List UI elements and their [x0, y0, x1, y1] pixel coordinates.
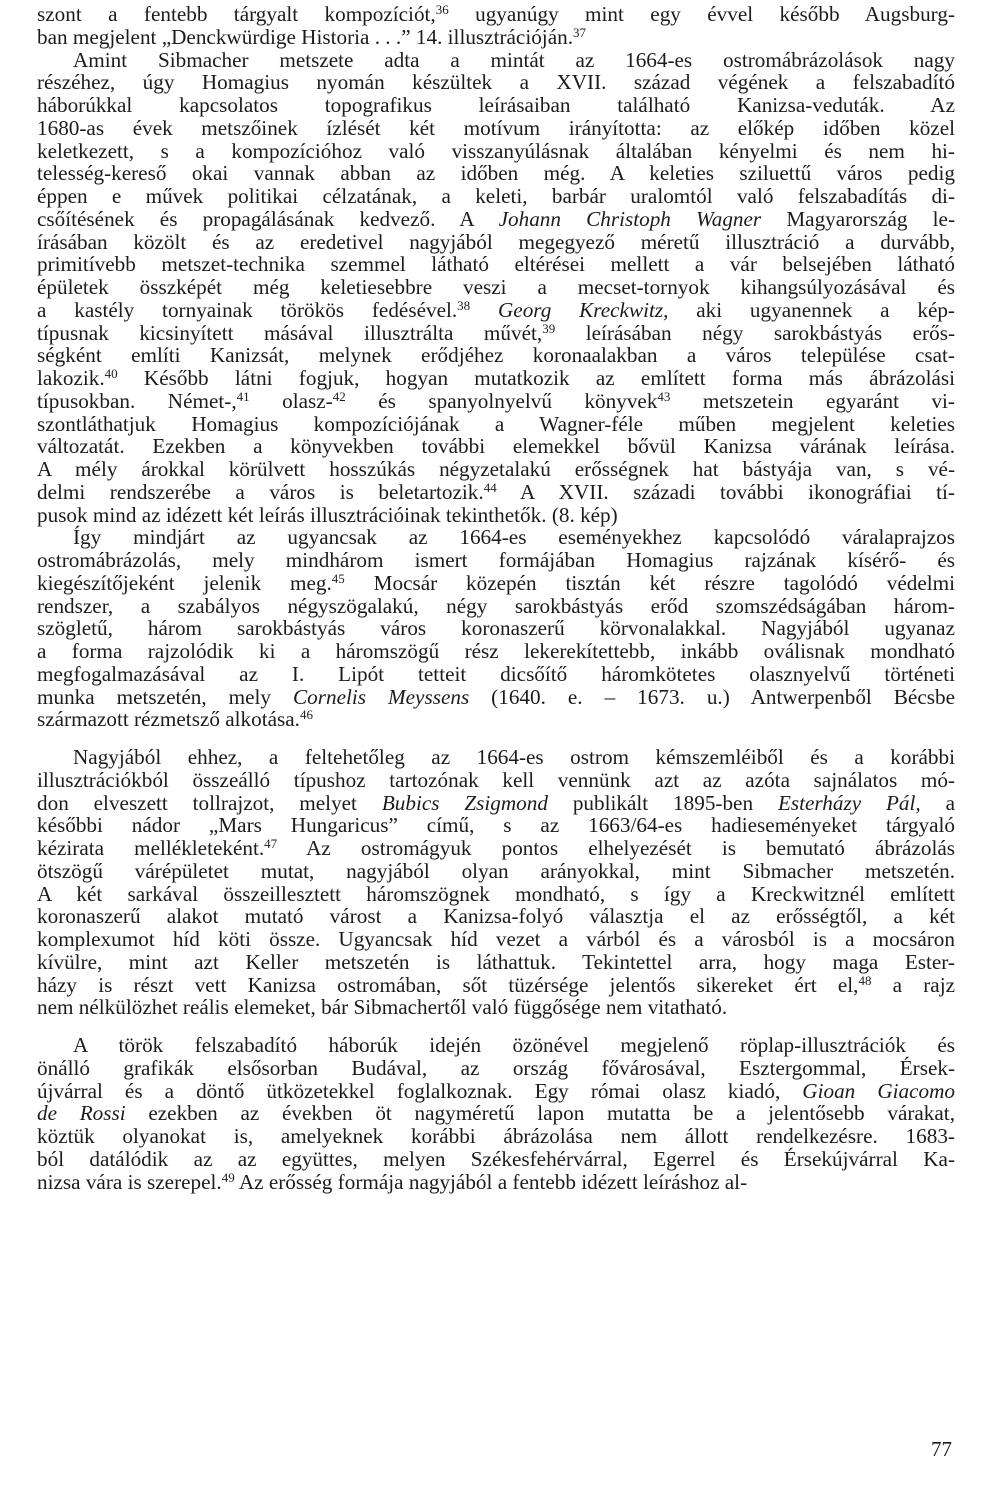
text-line: szögletű, három sarokbástyás város koronaszerű körvonalakkal. Nagyjából ugyanaz — [37, 616, 955, 641]
text-line: önálló grafikák elsősorban Budával, az ország fővárosával, Esztergommal, Érsek- — [37, 1055, 955, 1080]
text-line: megfogalmazásával az I. Lipót tetteit dicsőítő háromkötetes olasznyelvű történeti — [37, 661, 955, 686]
paragraph — [37, 526, 955, 731]
text-line: koronaszerű alakot mutató várost a Kanizsa-folyó választja el az erősségtől, a két — [37, 904, 955, 929]
text-line: házy is részt vett Kanizsa ostromában, sőt tüzérsége jelentős sikereket ért el,$^{48}$ a rajz — [37, 972, 955, 997]
text-line: keletkezett, s a kompozícióhoz való visszanyúlásnak általában kényelmi és nem hi- — [37, 138, 955, 163]
footnote-ref: 45 — [331, 570, 345, 586]
text-line: csőítésének és propagálásának kedvező. A Johann Christoph Wagner Magyarország le- — [37, 206, 955, 231]
italic-name: Georg Kreckwitz, — [497, 297, 669, 322]
text-line: származott rézmetsző alkotása.$^{46}$ — [37, 707, 313, 732]
italic-name: Bubics Zsigmond — [381, 790, 548, 815]
text-line: szontláthatjuk Homagius kompozíciójának a Wagner-féle műben megjelent keleties — [37, 411, 955, 436]
footnote-ref: 44 — [483, 479, 497, 495]
text-line: Így mindjárt az ugyancsak az 1664-es eseményekhez kapcsolódó váralaprajzos — [73, 525, 955, 550]
text-line: részéhez, úgy Homagius nyomán készültek a XVII. század végének a felszabadító — [37, 70, 955, 95]
footnote-ref: 38 — [457, 297, 471, 313]
text-line: ötszögű várépületet mutat, nagyjából olyan arányokkal, mint Sibmacher metszetén. — [37, 858, 955, 883]
text-line: A török felszabadító háborúk idején özönével megjelenő röplap-illusztrációk és — [73, 1033, 955, 1057]
paragraph — [37, 1034, 955, 1193]
footnote-ref: 43 — [657, 388, 671, 404]
text-line: komplexumot híd köti össze. Ugyancsak híd vezet a várból és a városból is a mocsáron — [37, 927, 955, 951]
footnote-ref: 37 — [573, 24, 586, 40]
text-line: A mély árokkal körülvett hosszúkás négyzetalakú erősségnek hat bástyája van, s vé- — [37, 457, 955, 481]
text-line: don elveszett tollrajzot, melyet Bubics Zsigmond publikált 1895-ben Esterházy Pál, a — [37, 790, 955, 815]
footnote-ref: 42 — [332, 388, 346, 404]
text-line: munka metszetén, mely Cornelis Meyssens (1640. e. – 1673. u.) Antwerpenből Bécsbe — [37, 684, 955, 709]
text-line: Nagyjából ehhez, a feltehetőleg az 1664-es ostrom kémszemléiből és a korábbi — [73, 745, 955, 769]
italic-name: Cornelis Meyssens — [293, 684, 470, 709]
text-line: lakozik.$^{40}$ Később látni fogjuk, hogyan mutatkozik az említett forma más ábrázolási — [37, 366, 955, 390]
footnote-ref: 46 — [299, 707, 313, 723]
text-line: rendszer, a szabályos négyszögalakú, négy sarokbástyás erőd szomszédságában három- — [37, 593, 955, 618]
footnote-ref: 36 — [435, 2, 449, 17]
text-line: ségként említi Kanizsát, melynek erődjéhez koronaalakban a város települése csat- — [37, 343, 955, 368]
text-line: Amint Sibmacher metszete adta a mintát az 1664-es ostromábrázolások nagy — [73, 47, 955, 72]
text-line: delmi rendszerébe a város is beletartozik.$^{44}$ A XVII. századi további ikonográfiai tí- — [37, 479, 955, 504]
italic-name: Johann Christoph Wagner — [498, 206, 762, 231]
footnote-ref: 49 — [221, 1169, 235, 1185]
footnote-ref: 39 — [542, 320, 556, 336]
text-line: telesség-kereső okai vannak abban az időben még. A keleties sziluettű város pedig — [37, 161, 955, 186]
italic-name: Esterházy Pál, — [777, 790, 921, 815]
text-line: a kastély tornyainak törökös fedésével.$^{38}$ Georg Kreckwitz, aki ugyanennek a kép- — [37, 297, 955, 322]
text-line: nem nélkülözhet reális elemeket, bár Sibmachertől való függősége nem vitatható. — [37, 995, 728, 1020]
text-line: éppen e művek politikai célzatának, a keleti, barbár uralomtól való felszabadítás di- — [37, 184, 955, 208]
text-line: ostromábrázolás, mely mindhárom ismert formájában Homagius rajzának kísérő- és — [37, 548, 955, 572]
footnote-ref: 48 — [858, 972, 872, 988]
text-line: ból datálódik az az együttes, melyen Székesfehérvárral, Egerrel és Érsekújvárral Ka- — [37, 1146, 955, 1171]
text-line: primitívebb metszet-technika szemmel látható eltérései mellett a vár belsejében látható — [37, 252, 955, 277]
text-line: háborúkkal kapcsolatos topografikus leírásaiban található Kanizsa-veduták. Az — [37, 93, 955, 117]
paragraph — [37, 49, 955, 527]
footnote-ref: 40 — [104, 366, 118, 381]
text-line: kiegészítőjeként jelenik meg.$^{45}$ Mocsár közepén tisztán két részre tagolódó védelmi — [37, 570, 955, 595]
text-line: kézirata mellékleteként.$^{47}$ Az ostromágyuk pontos elhelyezését is bemutató ábrázolás — [37, 836, 955, 860]
text-line: pusok mind az idézett két leírás illusztrációinak tekinthetők. (8. kép) — [37, 502, 618, 527]
text-line: típusokban. Német-,$^{41}$ olasz-$^{42}$ és spanyolnyelvű könyvek$^{43}$ metszetein egyaránt vi- — [37, 388, 955, 413]
text-line: köztük olyanokat is, amelyeknek korábbi ábrázolása nem állott rendelkezésre. 1683- — [37, 1124, 955, 1148]
text-line: változatát. Ezekben a könyvekben további elemekkel bővül Kanizsa várának leírása. — [37, 434, 955, 459]
text-line: ban megjelent „Denckwürdige Historia . . .” 14. illusztrációján.$^{37}$ — [37, 24, 586, 49]
footnote-ref: 47 — [264, 836, 278, 851]
paragraph — [37, 746, 955, 1019]
text-line: nizsa vára is szerepel.$^{49}$ Az erősség formája nagyjából a fentebb idézett leíráshoz al- — [37, 1169, 748, 1194]
text-line: épületek összképét még keletiesebbre veszi a mecset-tornyok kihangsúlyozásával és — [37, 275, 955, 299]
text-line: írásában közölt és az eredetivel nagyjából megegyező méretű illusztráció a durvább, — [37, 229, 955, 254]
page-number: 77 — [931, 1437, 952, 1461]
text-line: a forma rajzolódik ki a háromszögű rész lekerekítettebb, inkább oválisnak mondható — [37, 639, 955, 663]
text-line: illusztrációkból összeálló típushoz tartozónak kell vennünk azt az azóta sajnálatos mó- — [37, 767, 955, 792]
text-line: típusnak kicsinyített másával illusztrálta művét,$^{39}$ leírásában négy sarokbástyás erős- — [37, 320, 955, 345]
text-line: 1680-as évek metszőinek ízlését két motívum irányította: az előkép időben közel — [37, 115, 955, 140]
page-text — [37, 0, 955, 1193]
text-line: későbbi nádor „Mars Hungaricus” című, s az 1663/64-es hadieseményeket tárgyaló — [37, 813, 955, 838]
text-line: de Rossi ezekben az években öt nagyméretű lapon mutatta be a jelentősebb várakat, — [37, 1101, 955, 1126]
text-line: kívülre, mint azt Keller metszetén is láthattuk. Tekintettel arra, hogy maga Ester- — [37, 949, 955, 974]
paragraph — [37, 0, 955, 49]
italic-name: de Rossi — [37, 1101, 126, 1126]
footnote-ref: 41 — [236, 388, 250, 404]
text-line: szont a fentebb tárgyalt kompozíciót,$^{36}$ ugyanúgy mint egy évvel később Augsburg- — [37, 2, 956, 26]
text-line: A két sarkával összeillesztett háromszögnek mondható, s így a Kreckwitznél említett — [37, 881, 955, 906]
italic-name: Gioan Giacomo — [802, 1078, 955, 1103]
text-line: újvárral és a döntő ütközetekkel foglalkoznak. Egy római olasz kiadó, Gioan Giacomo — [37, 1078, 955, 1103]
